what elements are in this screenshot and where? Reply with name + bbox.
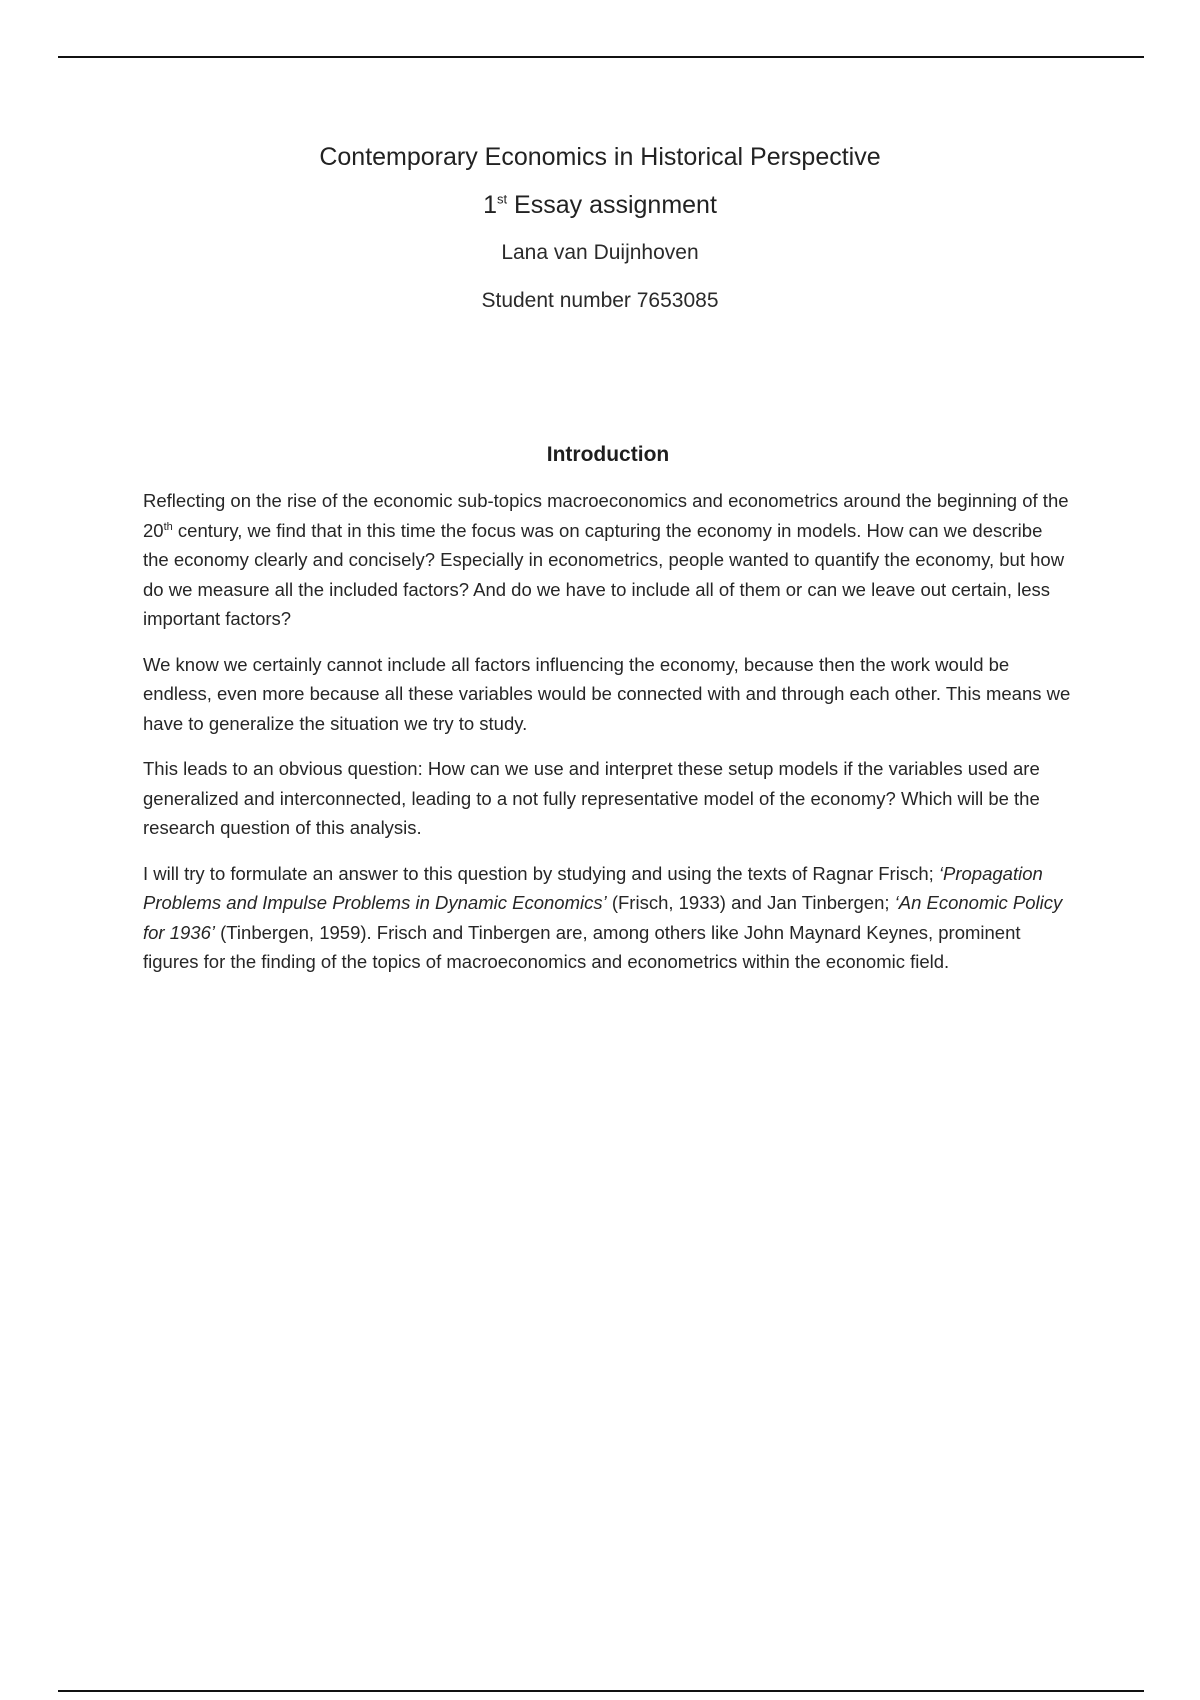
title-block <box>0 140 1200 316</box>
paragraph-1 <box>143 486 1073 634</box>
author-name: Lana van Duijnhoven <box>501 241 699 264</box>
paragraph-3: This leads to an obvious question: How can we use and interpret these setup models if the variables used are generalized and interconnected, leading to a not fully representative model of the economy? Which will be the research question of this analysis. <box>143 758 1040 838</box>
paragraph-4-text-b: (Frisch, 1933) and Jan Tinbergen; <box>606 892 895 913</box>
frisch-title: ‘Propagation Problems and Impulse Problems in Dynamic Economics’ <box>143 862 1043 913</box>
paragraph-2: We know we certainly cannot include all factors influencing the economy, because then the work would be endless, even more because all these variables would be connected with and through each other. This means we have to generalize the situation we try to study. <box>143 653 1071 734</box>
student-number: Student number 7653085 <box>481 289 719 312</box>
header-rule <box>58 56 1144 58</box>
assignment-number: 1 <box>483 191 497 219</box>
assignment-line <box>0 188 1200 222</box>
section-heading: Introduction <box>546 443 670 466</box>
paragraph-4-text-c: (Tinbergen, 1959). Frisch and Tinbergen are, among others like John Maynard Keynes, prominent figures for the finding of the topics of macroeconomics and econometrics within the economic field. <box>143 921 1021 972</box>
document-title: Contemporary Economics in Historical Perspective <box>319 143 881 171</box>
tinbergen-title: ‘An Economic Policy for 1936’ <box>143 892 1063 943</box>
ordinal-suffix: th <box>163 520 173 533</box>
footer-rule <box>58 1690 1144 1692</box>
paragraph-1-text-b: century, we find that in this time the focus was on capturing the economy in models. How can we describe the economy clearly and concisely? Especially in econometrics, people wanted to quantify the economy, but how do we measure all the included factors? And do we have to include all of them or can we leave out certain, less important factors? <box>143 519 1065 629</box>
paragraph-1-text-a: Reflecting on the rise of the economic sub-topics macroeconomics and econometrics around the beginning of the 20 <box>143 490 1069 541</box>
paragraph-4 <box>143 859 1073 977</box>
paragraph-4-text-a: I will try to formulate an answer to this question by studying and using the texts of Ragnar Frisch; <box>143 862 939 884</box>
assignment-ordinal-suffix: st <box>496 191 508 207</box>
assignment-label: Essay assignment <box>507 191 717 219</box>
introduction-section <box>143 440 1073 993</box>
